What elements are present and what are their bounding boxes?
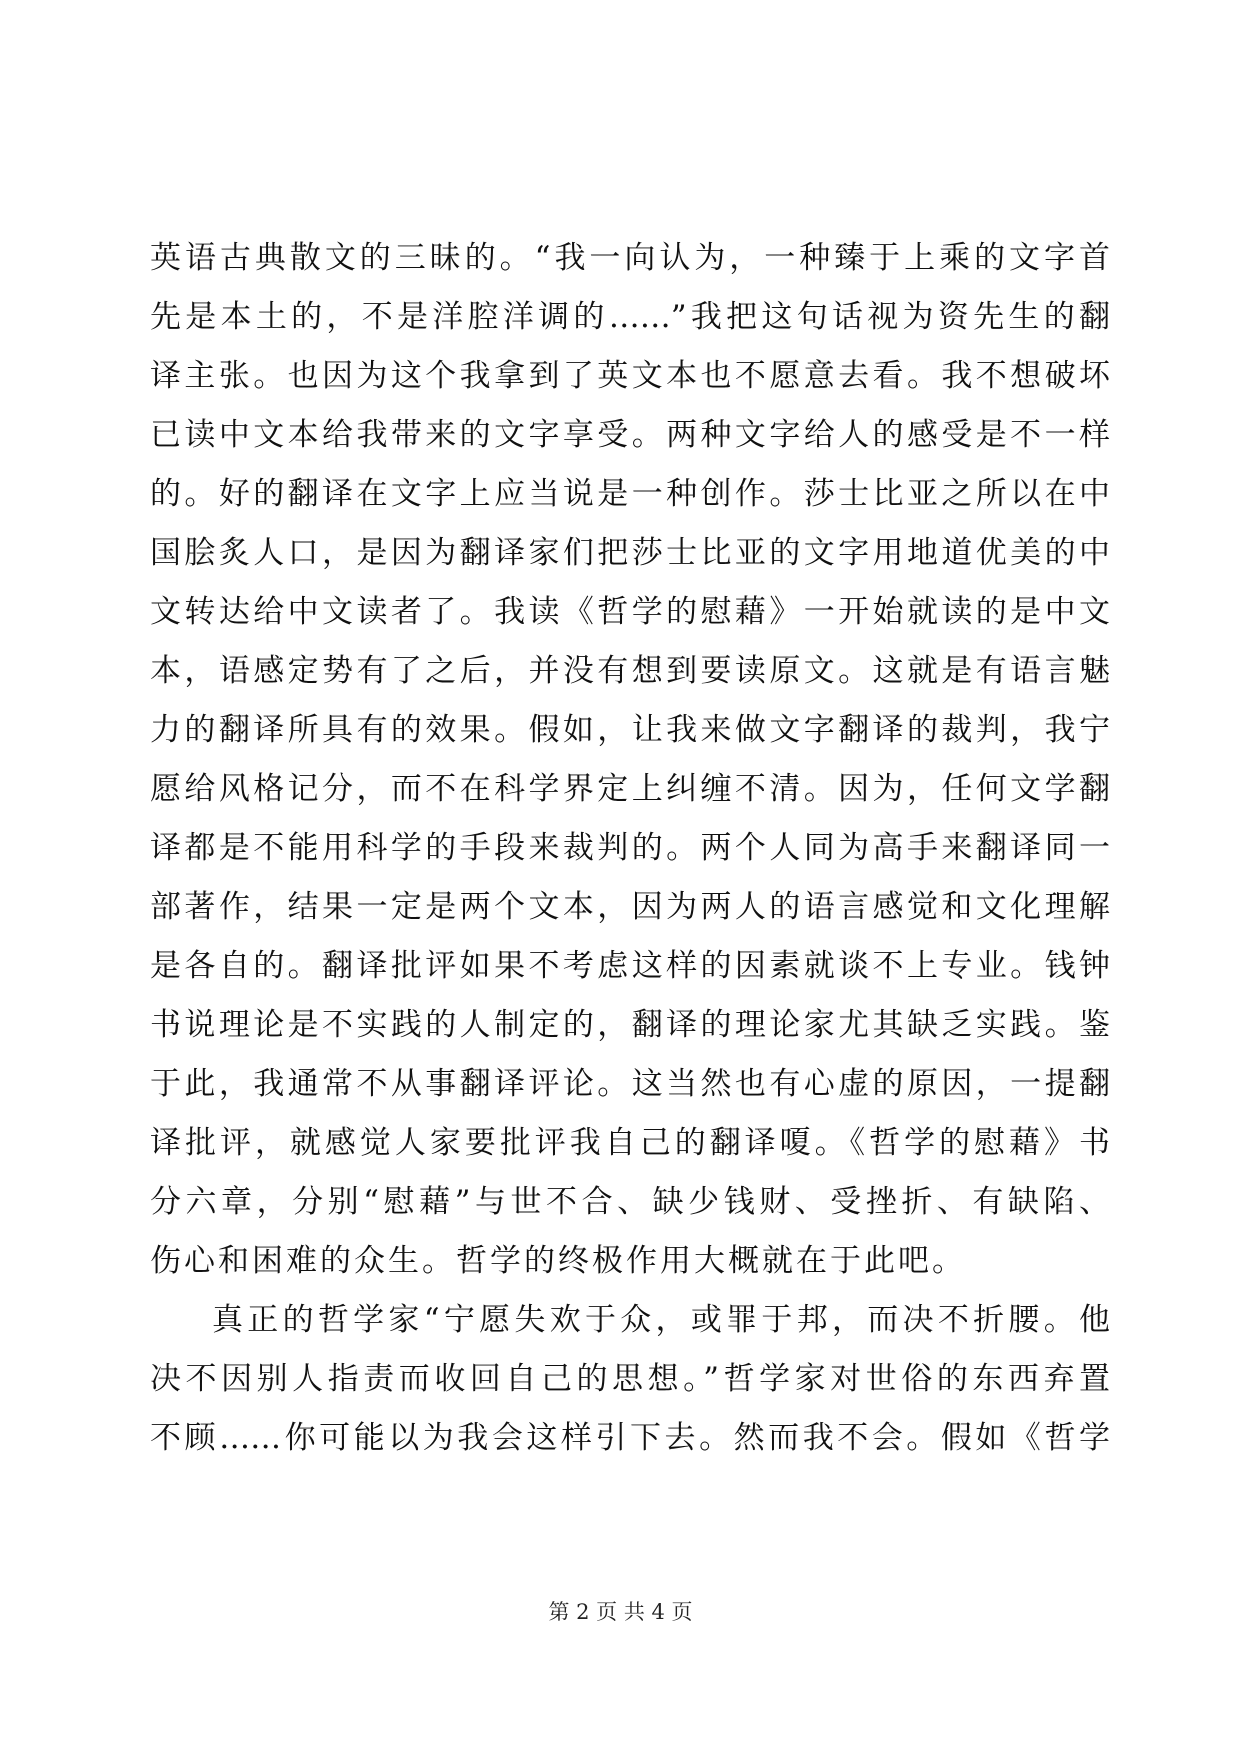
text-line: 伤心和困难的众生。哲学的终极作用大概就在于此吧。 — [150, 1243, 966, 1279]
text-line: 力的翻译所具有的效果。假如，让我来做文字翻译的裁判，我宁 — [150, 712, 1110, 748]
text-line: 真正的哲学家“宁愿失欢于众，或罪于邦，而决不折腰。他 — [212, 1302, 1110, 1338]
text-line: 不顾……你可能以为我会这样引下去。然而我不会。假如《哲学 — [150, 1420, 1110, 1456]
text-line: 愿给风格记分，而不在科学界定上纠缠不清。因为，任何文学翻 — [150, 771, 1110, 807]
paragraph-1 — [150, 229, 1110, 1291]
body-text — [150, 229, 1110, 1468]
text-line: 部著作，结果一定是两个文本，因为两人的语言感觉和文化理解 — [150, 889, 1110, 925]
text-line: 译主张。也因为这个我拿到了英文本也不愿意去看。我不想破坏 — [150, 358, 1110, 394]
text-line: 英语古典散文的三昧的。“我一向认为，一种臻于上乘的文字首 — [150, 240, 1110, 276]
text-line: 是各自的。翻译批评如果不考虑这样的因素就谈不上专业。钱钟 — [150, 948, 1110, 984]
text-line: 于此，我通常不从事翻译评论。这当然也有心虚的原因，一提翻 — [150, 1066, 1110, 1102]
text-line: 已读中文本给我带来的文字享受。两种文字给人的感受是不一样 — [150, 417, 1110, 453]
text-line: 译批评，就感觉人家要批评我自己的翻译嗄。《哲学的慰藉》书 — [150, 1125, 1110, 1161]
text-line: 决不因别人指责而收回自己的思想。”哲学家对世俗的东西弃置 — [150, 1361, 1110, 1397]
paragraph-2 — [150, 1291, 1110, 1468]
text-line: 国脍炙人口，是因为翻译家们把莎士比亚的文字用地道优美的中 — [150, 535, 1110, 571]
text-line: 分六章，分别“慰藉”与世不合、缺少钱财、受挫折、有缺陷、 — [150, 1184, 1110, 1220]
text-line: 先是本土的，不是洋腔洋调的……”我把这句话视为资先生的翻 — [150, 299, 1110, 335]
page-number: 第 2 页 共 4 页 — [548, 1600, 693, 1624]
text-line: 书说理论是不实践的人制定的，翻译的理论家尤其缺乏实践。鉴 — [150, 1007, 1110, 1043]
text-line: 的。好的翻译在文字上应当说是一种创作。莎士比亚之所以在中 — [150, 476, 1110, 512]
text-line: 文转达给中文读者了。我读《哲学的慰藉》一开始就读的是中文 — [150, 594, 1110, 630]
text-line: 本，语感定势有了之后，并没有想到要读原文。这就是有语言魅 — [150, 653, 1110, 689]
page-footer — [0, 1596, 1241, 1626]
text-line: 译都是不能用科学的手段来裁判的。两个人同为高手来翻译同一 — [150, 830, 1110, 866]
